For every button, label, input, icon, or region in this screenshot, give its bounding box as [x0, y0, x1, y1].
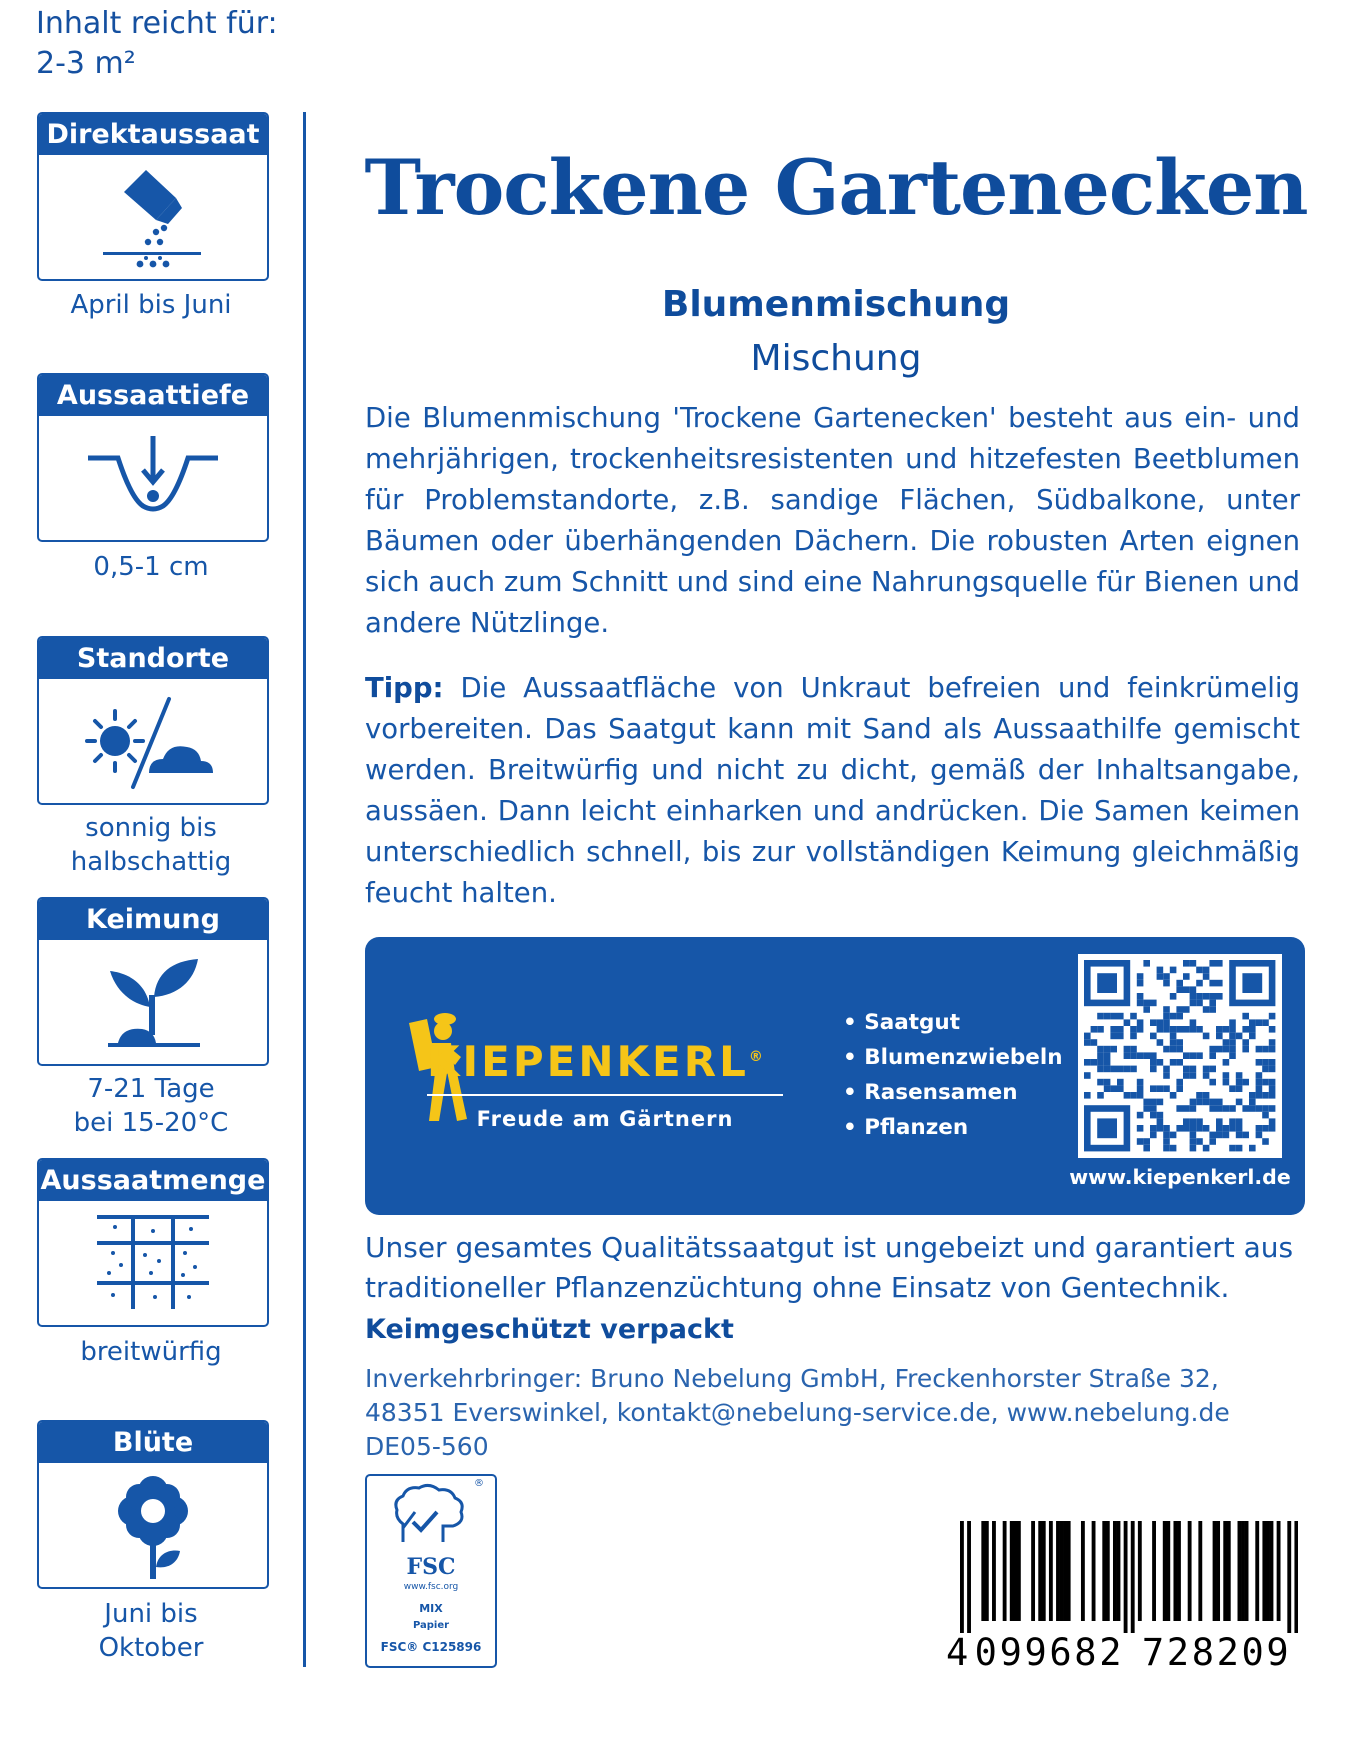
list-item: • Rasensamen [843, 1080, 1018, 1105]
barcode-bar [1013, 1521, 1017, 1621]
barcode-bar [1213, 1521, 1217, 1621]
info-box-aussaattiefe [37, 373, 269, 542]
barcode-bar [1238, 1521, 1242, 1621]
product-variety: Mischung [750, 338, 922, 379]
brand-name: KIEPENKERL® [427, 1037, 763, 1086]
barcode-bar [1166, 1521, 1170, 1621]
barcode-bar [1063, 1521, 1067, 1621]
barcode-bar [1060, 1521, 1064, 1621]
barcode-bar [1038, 1521, 1042, 1621]
sidebar-divider [303, 112, 306, 1667]
info-box-direktaussaat [37, 112, 269, 281]
barcode-bar [1003, 1521, 1007, 1621]
ean-digit: 2 [1166, 1631, 1190, 1674]
info-box-header: Blüte [39, 1422, 267, 1463]
product-title: Trockene Gartenecken [364, 143, 1308, 232]
list-item: • Saatgut [843, 1010, 960, 1035]
seed-bag-icon [98, 162, 208, 272]
fsc-material: Papier [412, 1620, 450, 1631]
barcode-bar [1031, 1521, 1035, 1621]
barcode-bar [1266, 1521, 1270, 1621]
quality-statement: Unser gesamtes Qualitätssaatgut ist ungebeizt und garantiert aus traditioneller Pflanzenzüchtung ohne Einsatz von Gentechnik. [365, 1231, 1294, 1304]
list-item: • Pflanzen [843, 1115, 969, 1140]
barcode-bar [992, 1521, 996, 1621]
info-box-header: Aussaatmenge [39, 1160, 267, 1201]
barcode-bar [1113, 1521, 1117, 1621]
barcode-bar [1102, 1521, 1106, 1621]
barcode-bar [1216, 1521, 1220, 1621]
barcode-bar [1106, 1521, 1110, 1621]
product-range-list [843, 1005, 1063, 1145]
barcode-bar [1017, 1521, 1021, 1621]
ean-digit: 4 [946, 1631, 969, 1674]
barcode-bar [1131, 1521, 1135, 1633]
distributor-info: Inverkehrbringer: Bruno Nebelung GmbH, Freckenhorster Straße 32, 48351 Everswinkel, kontakt@nebelung-service.de, www.nebelung.de DE05-560 [365, 1364, 1230, 1461]
info-box-standorte [37, 636, 269, 805]
info-box-header: Direktaussaat [39, 114, 267, 155]
barcode-bar [1081, 1521, 1085, 1621]
fsc-tree-icon [367, 1482, 495, 1552]
info-box-header: Keimung [39, 899, 267, 940]
barcode-bar [981, 1521, 985, 1621]
fsc-registered: ® [474, 1478, 484, 1489]
info-caption-keimung: 7-21 Tage bei 15-20°C [73, 1074, 229, 1138]
fsc-url: www.fsc.org [403, 1582, 459, 1592]
ean-digit: 8 [1074, 1631, 1097, 1674]
barcode-bar [1188, 1521, 1192, 1621]
product-subtitle: Blumenmischung [661, 284, 1011, 325]
barcode-bar [1241, 1521, 1245, 1621]
info-box-header: Aussaattiefe [39, 375, 267, 416]
tip-text: Die Aussaatfläche von Unkraut befreien und feinkrümelig vorbereiten. Das Saatgut kann mit Sand als Aussaathilfe gemischt werden. Breitwürfig und nicht zu dicht, gemäß der Inhaltsangabe, aussäen. Dann leicht einharken und andrücken. Die Samen keimen unterschiedlich schnell, bis zur vollständigen Keimung gleichmäßig feucht halten. [365, 672, 1300, 909]
barcode-bar [1262, 1521, 1266, 1621]
sealed-note: Keimgeschützt verpackt [365, 1314, 734, 1345]
barcode-bar [960, 1521, 964, 1633]
barcode-bar [1124, 1521, 1128, 1633]
info-caption-standorte: sonnig bis halbschattig [70, 813, 232, 877]
brand-banner [365, 937, 1305, 1215]
seedling-icon [98, 947, 208, 1057]
barcode-bar [1277, 1521, 1281, 1621]
ean-digit: 0 [1241, 1631, 1264, 1674]
sowing-depth-icon [83, 428, 223, 528]
ean-digit: 9 [999, 1631, 1022, 1674]
barcode-bar [1294, 1521, 1298, 1633]
fsc-mix: MIX [419, 1602, 443, 1615]
sun-cloud-icon [83, 691, 223, 791]
barcode-bar [1198, 1521, 1202, 1621]
info-box-aussaatmenge [37, 1158, 269, 1327]
registered-mark: ® [748, 1049, 763, 1065]
info-box-bluete [37, 1420, 269, 1589]
barcode-bar [985, 1521, 989, 1621]
barcode-bar [1117, 1521, 1121, 1621]
barcode-bar [1227, 1521, 1231, 1621]
brand-website[interactable]: www.kiepenkerl.de [1069, 1165, 1291, 1189]
tip-label: Tipp: [365, 672, 444, 704]
barcode-bar [1042, 1521, 1046, 1621]
product-description: Die Blumenmischung 'Trockene Gartenecken' besteht aus ein- und mehrjährigen, trockenheitsresistenten und hitzefesten Beetblumen für Problemstandorte, z.B. sandige Flächen, Südbalkone, unter Bäumen oder überhängenden Dächern. Die robusten Arten eignen sich auch zum Schnitt und sind eine Nahrungsquelle für Bienen und andere Nützlinge. [365, 402, 1300, 639]
fsc-code: FSC® C125896 [380, 1640, 482, 1654]
barcode-bar [1287, 1521, 1291, 1633]
ean-digit: 9 [1266, 1631, 1289, 1674]
flower-icon [98, 1469, 208, 1581]
qr-code[interactable] [1078, 954, 1282, 1158]
barcode-bar [1245, 1521, 1249, 1621]
barcode [960, 1521, 1298, 1633]
sowing-tip [365, 668, 1300, 914]
coverage-value: 2-3 m² [36, 46, 136, 81]
barcode-bar [1067, 1521, 1071, 1621]
info-box-header: Standorte [39, 638, 267, 679]
barcode-bar [1049, 1521, 1053, 1621]
ean-digit: 2 [1216, 1631, 1239, 1674]
ean-digit: 0 [974, 1631, 997, 1674]
ean-digit: 2 [1099, 1631, 1122, 1674]
ean-digit: 6 [1049, 1631, 1072, 1674]
fsc-label [365, 1474, 497, 1668]
barcode-bar [1163, 1521, 1167, 1621]
ean-digit: 9 [1024, 1631, 1047, 1674]
barcode-bar [967, 1521, 971, 1633]
barcode-bar [1223, 1521, 1227, 1621]
list-item: • Blumenzwiebeln [843, 1045, 1063, 1070]
coverage-label: Inhalt reicht für: [36, 6, 278, 41]
coverage-info [36, 4, 278, 84]
barcode-bar [1177, 1521, 1181, 1621]
brand-underline [427, 1094, 783, 1096]
barcode-bar [1010, 1521, 1014, 1621]
info-caption-bluete: Juni bis Oktober [98, 1599, 204, 1663]
ean-digit: 8 [1191, 1631, 1214, 1674]
barcode-bar [1056, 1521, 1060, 1621]
barcode-bar [1092, 1521, 1096, 1621]
barcode-bar [1255, 1521, 1259, 1621]
info-caption-aussaattiefe: 0,5-1 cm [93, 552, 209, 582]
fsc-name: FSC [406, 1554, 456, 1580]
ean-digit: 7 [1141, 1631, 1165, 1674]
info-caption-aussaatmenge: breitwürfig [80, 1337, 222, 1367]
barcode-bar [1270, 1521, 1274, 1621]
brand-tagline: Freude am Gärtnern [476, 1107, 734, 1131]
info-caption-direktaussaat: April bis Juni [70, 290, 232, 320]
info-box-keimung [37, 897, 269, 1066]
barcode-bar [1152, 1521, 1156, 1621]
broadcast-grid-icon [93, 1213, 213, 1313]
barcode-bar [1173, 1521, 1177, 1621]
barcode-bar [1138, 1521, 1142, 1621]
